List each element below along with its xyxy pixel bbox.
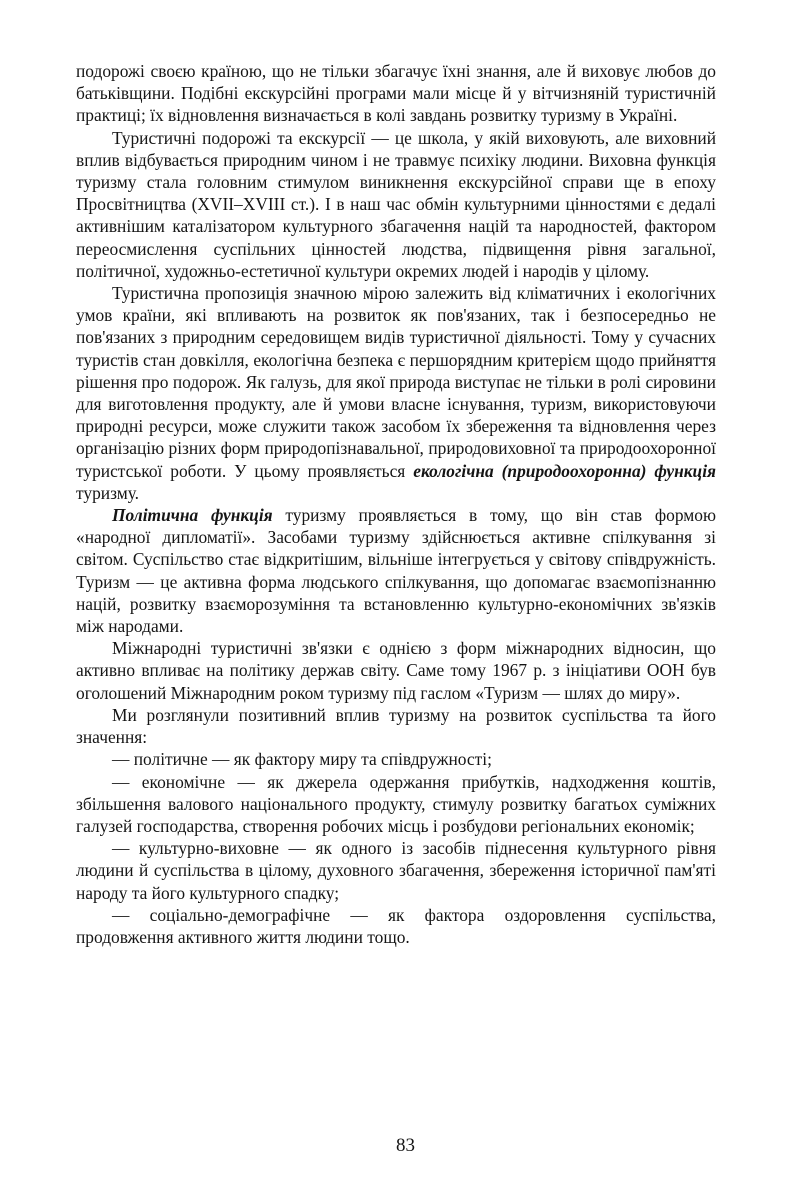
paragraph-1: подорожі своєю країною, що не тільки збагачує їхні знання, але й виховує любов до батьківщини. Подібні екскурсійні програми мали місце й у вітчизняній туристичній практиці; їх відновлення визначається в колі завдань розвитку туризму в Україні. — [76, 61, 716, 126]
list-item-social: — соціально-демографічне — як фактора оздоровлення суспільства, продовження активного життя людини тощо. — [76, 904, 716, 947]
paragraph-3-end: туризму. — [76, 482, 139, 503]
list-item-cultural: — культурно-виховне — як одного із засобів піднесення культурного рівня людини й суспільства в цілому, духовного збагачення, збереження історичної пам'яті народу та його культурного спадку; — [76, 838, 716, 903]
paragraph-6: Ми розглянули позитивний вплив туризму на розвиток суспільства та його значення: — [76, 704, 716, 748]
paragraph-4-text: туризму проявляється в тому, що він став формою «народної дипломатії». Засобами туризму здійснюється активне спілкування зі світом. Суспільство стає відкритішим, вільніше інтегрується у світову співдружність. Туризм — це активна форма людського спілкування, що допомагає взаємопізнанню націй, розвитку взаєморозуміння та встановленню культурно-економічних зв'язків між народами. — [76, 505, 716, 637]
paragraph-4 — [76, 504, 716, 637]
page-body — [76, 60, 716, 948]
page-number: 83 — [396, 1135, 415, 1156]
paragraph-2: Туристичні подорожі та екскурсії — це школа, у якій виховують, але виховний вплив відбувається природним чином і не травмує психіку людини. Виховна функція туризму стала головним стимулом виникнення екскурсійної справи ще в епоху Просвітництва (XVII–XVIII ст.). І в наш час обмін культурними цінностями є дедалі активнішим каталізатором культурного збагачення націй та народностей, фактором переосмислення суспільних цінностей людства, підвищення рівня загальної, політичної, художньо-естетичної культури окремих людей і народів у цілому. — [76, 127, 716, 281]
list-item-economic: — економічне — як джерела одержання прибутків, надходження коштів, збільшення валового національного продукту, стимулу розвитку багатьох суміжних галузей господарства, створення робочих місць і розбудови регіональних економік; — [76, 771, 716, 836]
paragraph-3 — [76, 282, 716, 504]
paragraph-3-text: Туристична пропозиція значною мірою залежить від кліматичних і екологічних умов країни, які впливають на розвиток як пов'язаних, так і безпосередньо не пов'язаних з природним середовищем видів туристичної діяльності. Тому у сучасних туристів стан довкілля, екологічна безпека є першорядним критерієм щодо прийняття рішення про подорож. Як галузь, для якої природа виступає не тільки в ролі сировини для виготовлення продукту, але й умови власне існування, туризм, використовуючи природні ресурси, може служити також засобом їх збереження та відновлення через організацію різних форм природопізнавальної, природовиховної та природоохоронної туристської роботи. У цьому проявляється — [76, 283, 716, 481]
political-function-term: Політична функція — [112, 505, 273, 526]
ecological-function-term: екологічна (природоохоронна) функція — [413, 460, 716, 481]
list-item-political: — політичне — як фактору миру та співдружності; — [112, 749, 492, 770]
paragraph-5: Міжнародні туристичні зв'язки є однією з форм міжнародних відносин, що активно впливає на політику держав світу. Саме тому 1967 р. з ініціативи ООН був оголошений Міжнародним роком туризму під гаслом «Туризм — шлях до миру». — [76, 638, 716, 703]
